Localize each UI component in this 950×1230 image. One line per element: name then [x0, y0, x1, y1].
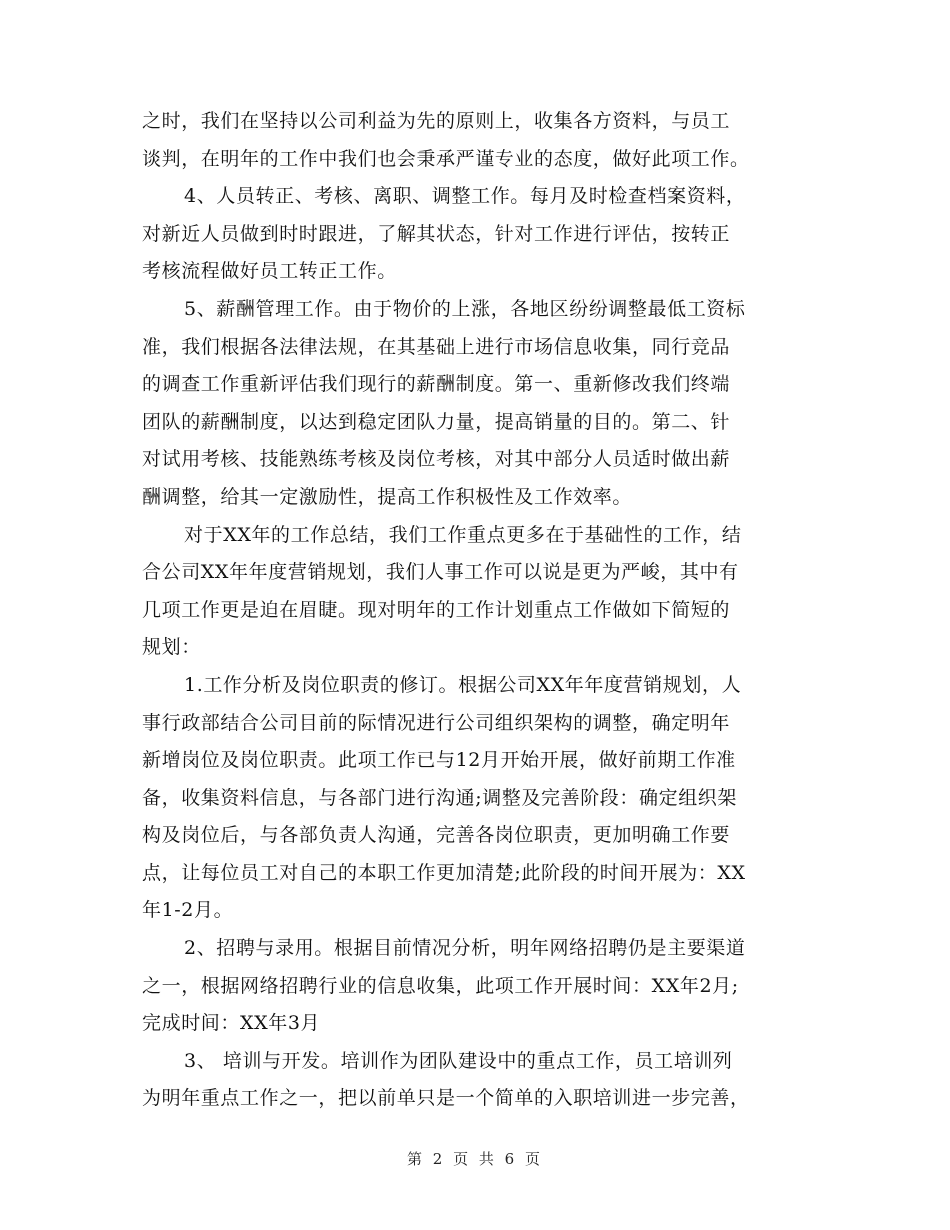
text-line: 1.工作分析及岗位职责的修订。根据公司XX年年度营销规划，人 [184, 673, 742, 696]
text-line: 为明年重点工作之一，把以前单只是一个简单的入职培训进一步完善， [142, 1087, 750, 1110]
text-line: 规划： [142, 636, 201, 659]
text-line: 年1-2月。 [142, 899, 234, 922]
text-line: 构及岗位后，与各部负责人沟通，完善各岗位职责，更加明确工作要 [142, 824, 731, 847]
page-number-footer: 第 2 页 共 6 页 [407, 1150, 543, 1168]
text-line: 酬调整，给其一定激励性，提高工作积极性及工作效率。 [142, 485, 633, 508]
text-line: 对新近人员做到时时跟进，了解其状态，针对工作进行评估，按转正 [142, 222, 731, 245]
text-line: 点，让每位员工对自己的本职工作更加清楚;此阶段的时间开展为：XX [142, 861, 746, 884]
text-line: 事行政部结合公司目前的际情况进行公司组织架构的调整，确定明年 [142, 711, 731, 734]
text-line: 4、人员转正、考核、离职、调整工作。每月及时检查档案资料， [184, 185, 746, 208]
text-line: 对于XX年的工作总结，我们工作重点更多在于基础性的工作，结 [184, 523, 742, 546]
text-line: 之时，我们在坚持以公司利益为先的原则上，收集各方资料，与员工 [142, 110, 731, 132]
text-line: 3、 培训与开发。培训作为团队建设中的重点工作，员工培训列 [184, 1049, 733, 1072]
body-text [142, 103, 812, 1118]
text-line: 团队的薪酬制度，以达到稳定团队力量，提高销量的目的。第二、针 [142, 410, 731, 433]
text-line: 考核流程做好员工转正工作。 [142, 260, 397, 283]
text-line: 对试用考核、技能熟练考核及岗位考核，对其中部分人员适时做出薪 [142, 448, 731, 471]
text-line: 的调查工作重新评估我们现行的薪酬制度。第一、重新修改我们终端 [142, 373, 731, 396]
text-line: 谈判，在明年的工作中我们也会秉承严谨专业的态度，做好此项工作。 [142, 147, 750, 170]
text-line: 2、招聘与录用。根据目前情况分析，明年网络招聘仍是主要渠道 [184, 937, 746, 960]
text-line: 完成时间：XX年3月 [142, 1012, 321, 1035]
text-line: 之一，根据网络招聘行业的信息收集，此项工作开展时间：XX年2月; [142, 974, 739, 997]
text-line: 备，收集资料信息，与各部门进行沟通;调整及完善阶段：确定组织架 [142, 786, 738, 809]
text-line: 几项工作更是迫在眉睫。现对明年的工作计划重点工作做如下简短的 [142, 598, 731, 621]
text-line: 5、薪酬管理工作。由于物价的上涨，各地区纷纷调整最低工资标 [184, 297, 746, 320]
text-line: 新增岗位及岗位职责。此项工作已与12月开始开展，做好前期工作准 [142, 749, 736, 772]
text-line: 准，我们根据各法律法规，在其基础上进行市场信息收集，同行竞品 [142, 335, 731, 358]
text-line: 合公司XX年年度营销规划，我们人事工作可以说是更为严峻，其中有 [142, 561, 739, 584]
